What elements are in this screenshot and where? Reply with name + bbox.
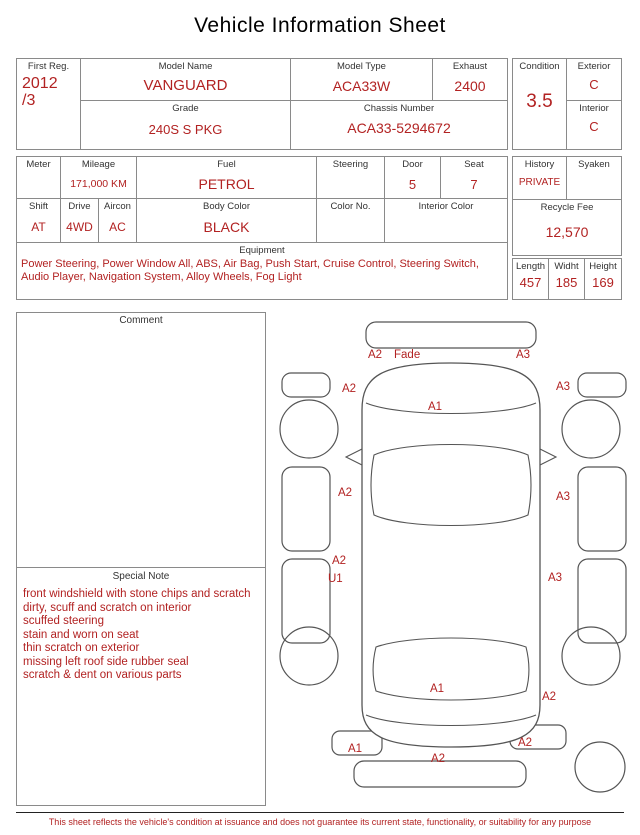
body-color-cell [137,199,317,242]
special-note-line: scratch & dent on various parts [23,669,182,681]
mileage-cell [61,157,137,198]
spec-row-2 [17,199,507,243]
door-value: 5 [408,177,417,192]
special-note-label: Special Note [17,567,265,584]
recycle-fee-value: 12,570 [545,224,589,240]
grade-label: Grade [172,103,199,114]
equipment-value: Power Steering, Power Window All, ABS, Air Bag, Push Start, Cruise Control, Steering Switch, Audio Player, Navigation System, Alloy Wheels, Fog Light [21,258,479,283]
equipment-label: Equipment [239,245,285,256]
comment-label: Comment [119,315,163,326]
height-value: 169 [592,275,614,290]
mileage-value: 171,000 KM [70,178,127,190]
aircon-cell [99,199,137,242]
chassis-number-label: Chassis Number [363,103,435,114]
interior-color-label: Interior Color [418,201,474,212]
mileage-label: Mileage [81,159,116,170]
damage-marker: A2 [542,691,557,703]
car-top-view-drawing [270,315,638,807]
interior-label: Interior [579,103,609,114]
model-type-cell [291,59,433,101]
dimensions-table [512,258,622,300]
page-title: Vehicle Information Sheet [194,14,446,37]
syaken-label: Syaken [578,159,610,170]
steering-cell [317,157,385,198]
damage-marker: Fade [394,349,421,361]
damage-marker: A2 [342,383,357,395]
condition-table [512,58,622,150]
comment-box [16,312,266,806]
length-value: 457 [519,275,542,290]
condition-value: 3.5 [526,91,553,112]
fuel-cell [137,157,317,198]
comment-empty-area [17,327,265,567]
damage-marker: A2 [338,487,353,499]
special-note-line: stain and worn on seat [23,628,139,641]
damage-marker: U1 [328,573,343,585]
grade-value: 240S S PKG [148,122,223,137]
interior-cell [567,101,621,149]
first-reg-label: First Reg. [27,61,70,72]
car-damage-diagram [270,315,638,807]
history-cell [513,157,567,199]
spec-table [16,156,508,300]
damage-marker: A3 [548,572,563,584]
damage-marker: A3 [516,349,531,361]
length-cell [513,259,549,299]
shift-value: AT [31,220,46,234]
height-cell [585,259,621,299]
interior-color-cell [385,199,507,242]
exhaust-value: 2400 [454,78,486,94]
damage-marker: A1 [348,743,363,755]
damage-marker: A3 [556,491,571,503]
aircon-label: Aircon [104,201,131,212]
exterior-cell [567,59,621,101]
damage-marker: A1 [428,401,443,413]
damage-marker: A2 [368,349,383,361]
seat-value: 7 [470,177,478,192]
width-value: 185 [555,275,578,290]
door-label: Door [402,159,423,170]
width-label: Widht [554,261,579,272]
height-label: Height [589,261,617,272]
damage-marker: A1 [430,683,445,695]
exterior-value: C [589,77,599,92]
damage-marker: A2 [332,555,347,567]
condition-cell [513,59,567,149]
exhaust-label: Exhaust [452,61,488,72]
model-name-cell [81,59,291,101]
body-color-value: BLACK [203,219,250,235]
drive-value: 4WD [66,220,93,234]
meter-label: Meter [26,159,51,170]
special-note-line: missing left roof side rubber seal [23,655,189,668]
vehicle-identity-table [16,58,508,150]
syaken-cell [567,157,621,199]
exhaust-cell [433,59,507,101]
special-note-line: dirty, scuff and scratch on interior [23,601,192,614]
first-reg-value: 2012 /3 [22,75,58,109]
fuel-label: Fuel [217,159,236,170]
model-name-value: VANGUARD [143,77,228,94]
condition-label: Condition [519,61,560,72]
drive-label: Drive [68,201,91,212]
damage-marker: A2 [518,737,533,749]
chassis-number-cell [291,101,507,149]
history-label: History [524,159,555,170]
special-note-list [17,584,265,687]
door-cell [385,157,441,198]
width-cell [549,259,585,299]
seat-cell [441,157,507,198]
fuel-value: PETROL [198,176,255,192]
spec-row-1 [17,157,507,199]
shift-cell [17,199,61,242]
color-no-label: Color No. [330,201,371,212]
recycle-fee-label: Recycle Fee [540,202,594,213]
exterior-label: Exterior [577,61,611,72]
chassis-number-value: ACA33-5294672 [347,120,451,136]
interior-value: C [589,119,599,134]
grade-cell [81,101,291,149]
equipment-cell [17,243,507,299]
recycle-fee-box [512,199,622,256]
special-note-line: scuffed steering [23,615,104,627]
model-type-value: ACA33W [332,78,391,94]
color-no-cell [317,199,385,242]
seat-label: Seat [464,159,484,170]
special-note-line: front windshield with stone chips and scratch [23,588,251,600]
meter-cell [17,157,61,198]
length-label: Length [515,261,546,272]
body-color-label: Body Color [203,201,250,212]
damage-marker: A2 [431,753,446,765]
first-reg-cell [17,59,81,149]
disclaimer-text: This sheet reflects the vehicle's condition at issuance and does not guarantee its current state, functionality, or suitability for any purpose [16,812,624,827]
shift-label: Shift [28,201,48,212]
damage-marker: A3 [556,381,571,393]
history-value: PRIVATE [518,177,561,188]
special-note-line: thin scratch on exterior [23,642,140,654]
aircon-value: AC [109,220,126,234]
history-table [512,156,622,200]
drive-cell [61,199,99,242]
model-name-label: Model Name [158,61,213,72]
steering-label: Steering [332,159,369,170]
model-type-label: Model Type [337,61,386,72]
